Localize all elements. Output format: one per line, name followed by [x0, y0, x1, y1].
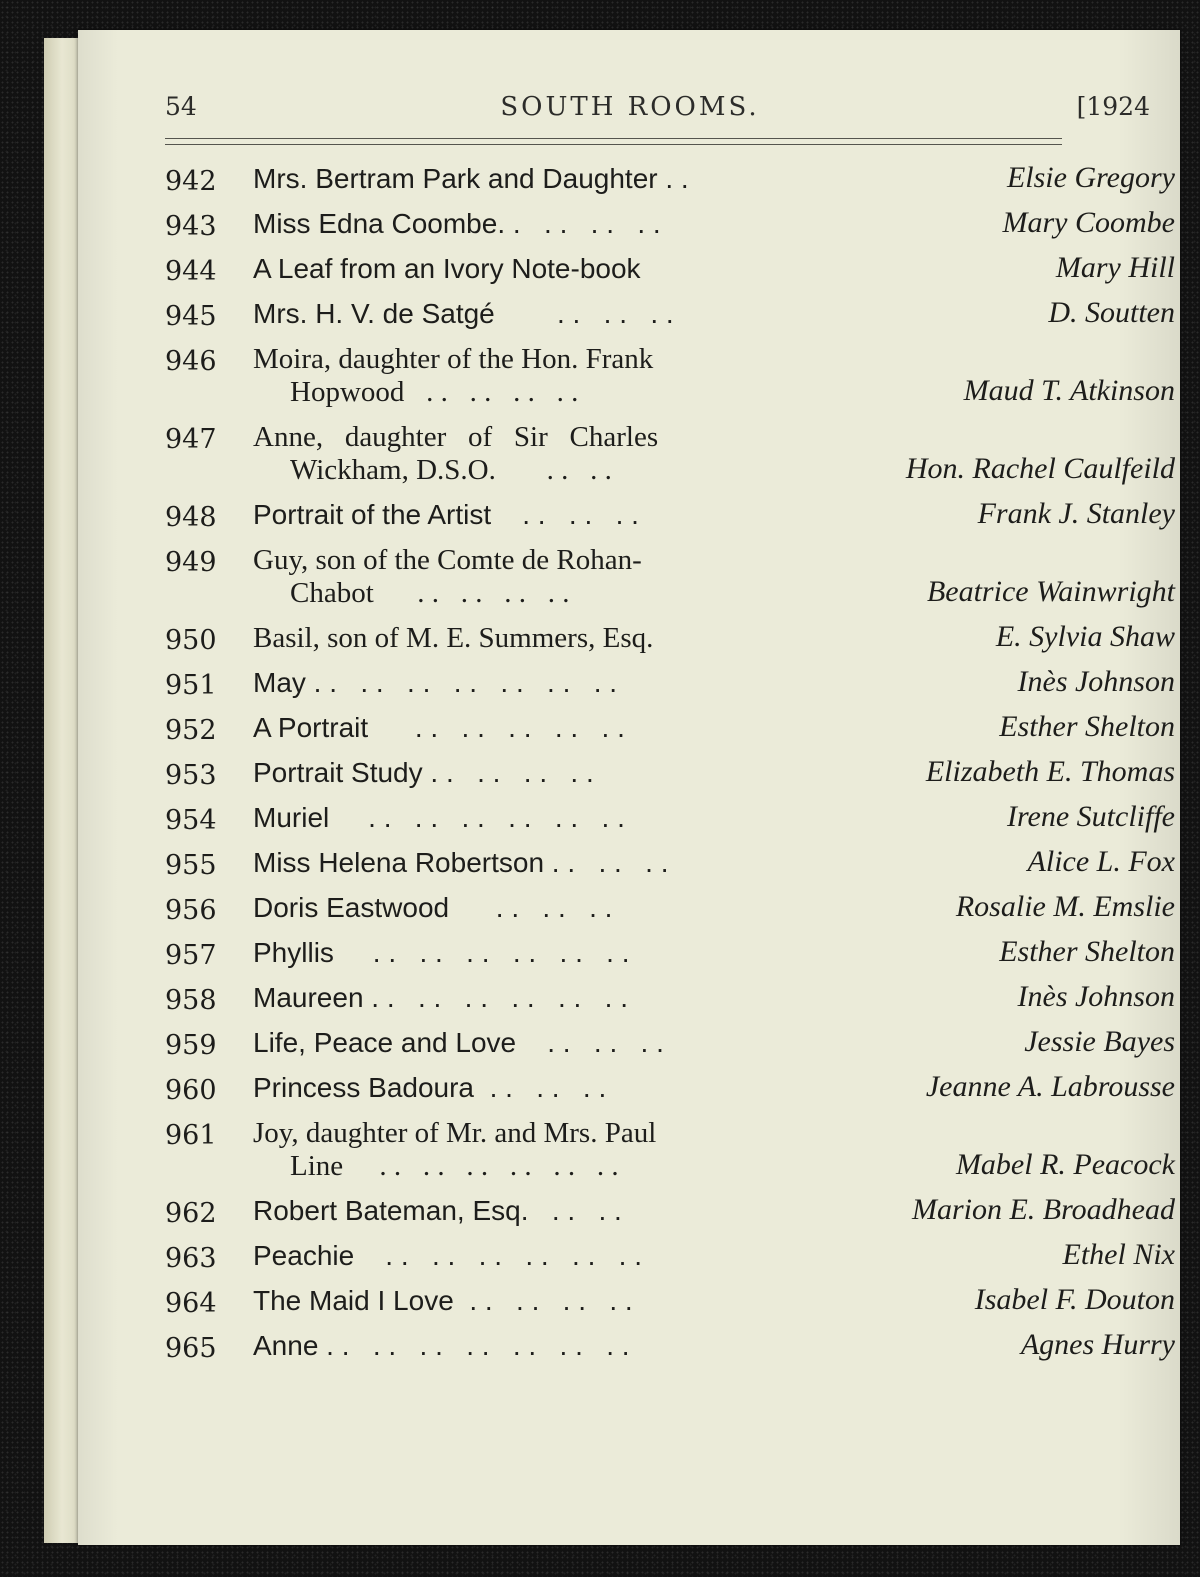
catalogue-entry [165, 298, 1175, 332]
entry-title: Life, Peace and Love . . . . . . [253, 1027, 664, 1058]
catalogue-entry-list [165, 163, 1175, 1375]
entry-number: 965 [165, 1333, 217, 1364]
entry-number: 962 [165, 1198, 217, 1229]
catalogue-entry [165, 1117, 1175, 1184]
running-year: [1924 [1076, 92, 1150, 121]
catalogue-entry [165, 892, 1175, 926]
entry-artist: Elsie Gregory [1006, 161, 1175, 194]
running-title: SOUTH ROOMS. [500, 92, 760, 122]
entry-title: Portrait Study . . . . . . . . [253, 757, 594, 788]
entry-artist: Irene Sutcliffe [1007, 800, 1175, 833]
catalogue-entry [165, 1285, 1175, 1319]
entry-artist: Agnes Hurry [1020, 1328, 1175, 1361]
entry-number: 960 [165, 1075, 217, 1106]
entry-title: Guy, son of the Comte de Rohan- [253, 544, 642, 576]
catalogue-entry [165, 622, 1175, 656]
entry-number: 961 [165, 1120, 217, 1151]
entry-title: Basil, son of M. E. Summers, Esq. [253, 622, 654, 654]
entry-artist: Esther Shelton [999, 935, 1175, 968]
catalogue-entry [165, 499, 1175, 533]
entry-artist: Inès Johnson [1017, 665, 1175, 698]
entry-title: Joy, daughter of Mr. and Mrs. Paul [253, 1117, 657, 1149]
catalogue-entry [165, 802, 1175, 836]
entry-number: 943 [165, 211, 217, 242]
entry-title: Mrs. H. V. de Satgé . . . . . . [253, 298, 674, 329]
entry-number: 963 [165, 1243, 217, 1274]
entry-title: Portrait of the Artist . . . . . . [253, 499, 639, 530]
catalogue-entry [165, 847, 1175, 881]
entry-title: Miss Helena Robertson . . . . . . [253, 847, 669, 878]
entry-artist: Maud T. Atkinson [963, 374, 1175, 407]
entry-title: Doris Eastwood . . . . . . [253, 892, 613, 923]
entry-artist: Mary Hill [1055, 251, 1175, 284]
entry-number: 958 [165, 985, 217, 1016]
entry-number: 955 [165, 850, 217, 881]
entry-number: 954 [165, 805, 217, 836]
entry-artist: Isabel F. Douton [974, 1283, 1175, 1316]
entry-artist: Frank J. Stanley [977, 497, 1175, 530]
entry-title: Anne, daughter of Sir Charles [253, 421, 659, 453]
entry-number: 944 [165, 256, 217, 287]
entry-title: Phyllis . . . . . . . . . . . . [253, 937, 630, 968]
entry-artist: Esther Shelton [999, 710, 1175, 743]
entry-title-continuation: Hopwood . . . . . . . . [290, 376, 579, 408]
entry-artist: D. Soutten [1048, 296, 1175, 329]
entry-title: Mrs. Bertram Park and Daughter . . [253, 163, 689, 194]
running-header [165, 92, 1150, 132]
catalogue-entry [165, 421, 1175, 488]
entry-number: 948 [165, 502, 217, 533]
catalogue-entry [165, 937, 1175, 971]
catalogue-entry [165, 1195, 1175, 1229]
entry-artist: Mabel R. Peacock [955, 1148, 1175, 1181]
entry-title-continuation: Wickham, D.S.O. . . . . [290, 454, 620, 486]
entry-artist: Mary Coombe [1002, 206, 1175, 239]
entry-artist: E. Sylvia Shaw [995, 620, 1175, 653]
entry-title: Maureen . . . . . . . . . . . . [253, 982, 629, 1013]
catalogue-entry [165, 1072, 1175, 1106]
entry-artist: Jessie Bayes [1024, 1025, 1175, 1058]
entry-title: The Maid I Love . . . . . . . . [253, 1285, 633, 1316]
entry-title: A Leaf from an Ivory Note-book [253, 253, 641, 284]
catalogue-entry [165, 982, 1175, 1016]
catalogue-entry [165, 253, 1175, 287]
catalogue-entry [165, 757, 1175, 791]
catalogue-entry [165, 1240, 1175, 1274]
catalogue-entry [165, 343, 1175, 410]
entry-artist: Jeanne A. Labrousse [925, 1070, 1175, 1103]
catalogue-entry [165, 712, 1175, 746]
entry-number: 959 [165, 1030, 217, 1061]
entry-artist: Ethel Nix [1062, 1238, 1175, 1271]
entry-title: Anne . . . . . . . . . . . . . . [253, 1330, 630, 1361]
catalogue-entry [165, 544, 1175, 611]
entry-artist: Hon. Rachel Caulfeild [905, 452, 1175, 485]
entry-title-continuation: Chabot . . . . . . . . [290, 577, 570, 609]
entry-title: May . . . . . . . . . . . . . . [253, 667, 618, 698]
header-double-rule [165, 138, 1062, 145]
entry-artist: Marion E. Broadhead [911, 1193, 1175, 1226]
catalogue-entry [165, 1330, 1175, 1364]
catalogue-entry [165, 163, 1175, 197]
entry-title: Robert Bateman, Esq. . . . . [253, 1195, 622, 1226]
entry-artist: Beatrice Wainwright [926, 575, 1175, 608]
entry-title: Peachie . . . . . . . . . . . . [253, 1240, 643, 1271]
entry-title-continuation: Line . . . . . . . . . . . . [290, 1150, 626, 1182]
entry-number: 949 [165, 547, 217, 578]
entry-number: 964 [165, 1288, 217, 1319]
entry-title: Moira, daughter of the Hon. Frank [253, 343, 654, 375]
catalogue-entry [165, 208, 1175, 242]
entry-title: Muriel . . . . . . . . . . . . [253, 802, 625, 833]
entry-title: Princess Badoura . . . . . . [253, 1072, 607, 1103]
entry-number: 942 [165, 166, 217, 197]
entry-artist: Alice L. Fox [1027, 845, 1175, 878]
entry-title: Miss Edna Coombe. . . . . . . . [253, 208, 661, 239]
entry-number: 947 [165, 424, 217, 455]
entry-title: A Portrait . . . . . . . . . . [253, 712, 625, 743]
catalogue-entry [165, 667, 1175, 701]
catalogue-entry [165, 1027, 1175, 1061]
entry-artist: Inès Johnson [1017, 980, 1175, 1013]
entry-number: 953 [165, 760, 217, 791]
entry-number: 945 [165, 301, 217, 332]
entry-number: 951 [165, 670, 217, 701]
entry-number: 946 [165, 346, 217, 377]
entry-number: 950 [165, 625, 217, 656]
entry-number: 952 [165, 715, 217, 746]
entry-number: 957 [165, 940, 217, 971]
page-number: 54 [165, 92, 197, 121]
entry-artist: Rosalie M. Emslie [955, 890, 1175, 923]
entry-number: 956 [165, 895, 217, 926]
entry-artist: Elizabeth E. Thomas [925, 755, 1175, 788]
